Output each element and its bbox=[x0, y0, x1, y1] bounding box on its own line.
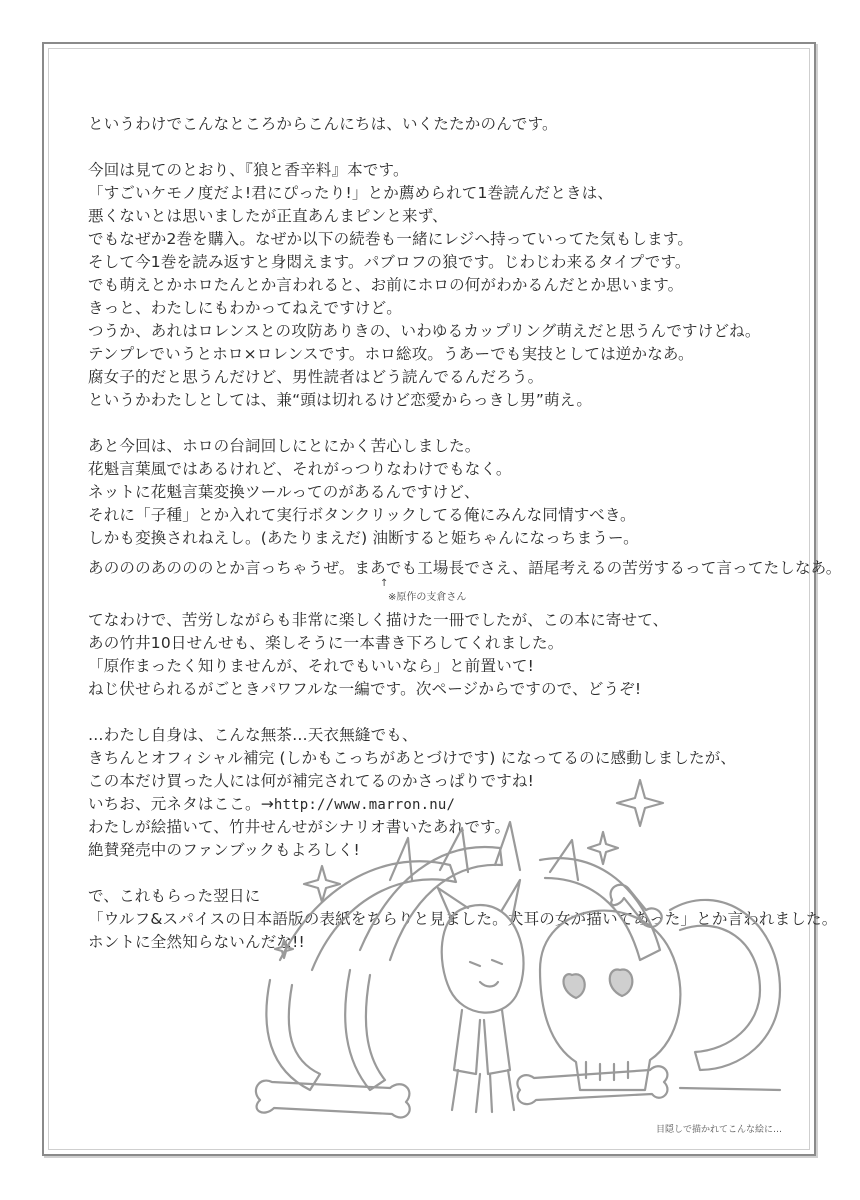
bottom-bone bbox=[680, 1088, 780, 1090]
text-line: てなわけで、苦労しながらも非常に楽しく描けた一冊でしたが、この本に寄せて、 bbox=[88, 611, 669, 629]
text-line: わたしが絵描いて、竹井せんせがシナリオ書いたあれです。 bbox=[88, 818, 511, 836]
text-line: 今回は見てのとおり、『狼と香辛料』本です。 bbox=[88, 161, 409, 179]
url-prefix: いちお、元ネタはここ。→ bbox=[88, 795, 274, 813]
text-line: というかわたしとしては、兼“頭は切れるけど恋愛からっきし男”萌え。 bbox=[88, 391, 593, 409]
rib-bone bbox=[266, 980, 320, 1090]
text-line: 腐女子的だと思うんだけど、男性読者はどう読んでるんだろう。 bbox=[88, 368, 544, 386]
text-line: あの竹井10日せんせも、楽しそうに一本書き下ろしてくれました。 bbox=[88, 634, 564, 652]
rib-bone bbox=[540, 858, 660, 960]
text-line: しかも変換されねえし。(あたりまえだ) 油断すると姫ちゃんになっちまうー。 bbox=[88, 529, 639, 547]
text-line: きちんとオフィシャル補完 (しかもこっちがあとづけです) になってるのに感動しましたが、 bbox=[88, 749, 737, 767]
sparkle-icon bbox=[304, 866, 340, 902]
text-line: あと今回は、ホロの台詞回しにとにかく苦心しました。 bbox=[88, 437, 481, 455]
skull-bone bbox=[611, 885, 662, 927]
bottom-bone bbox=[256, 1081, 410, 1118]
text-line: …わたし自身は、こんな無茶…天衣無縫でも、 bbox=[88, 726, 418, 744]
spike bbox=[390, 838, 412, 880]
text-line: でもなぜか2巻を購入。なぜか以下の続巻も一緒にレジへ持っていってた気もします。 bbox=[88, 230, 694, 248]
text-line: ねじ伏せられるがごときパワフルな一編です。次ページからですので、どうぞ! bbox=[88, 680, 642, 698]
text-line: 悪くないとは思いましたが正直あんまピンと来ず、 bbox=[88, 207, 448, 225]
ruby-arrow: ↑ bbox=[380, 578, 389, 589]
rib-bone bbox=[345, 970, 385, 1090]
text-line: ホントに全然知らないんだな!! bbox=[88, 933, 305, 951]
skull bbox=[540, 911, 680, 1090]
text-line: テンプレでいうとホロ×ロレンスです。ホロ総攻。うあーでも実技としては逆かなあ。 bbox=[88, 345, 694, 363]
sparkle-icon bbox=[617, 780, 663, 826]
text-line: ネットに花魁言葉変換ツールってのがあるんですけど、 bbox=[88, 483, 480, 501]
text-line: そして今1巻を読み返すと身悶えます。パブロフの狼です。じわじわ来るタイプです。 bbox=[88, 253, 691, 271]
text-line: で、これもらった翌日に bbox=[88, 887, 261, 905]
text-line: あのののあのののとか言っちゃうぜ。まあでも工場長でさえ、語尾考えるの苦労するって言ってたしなあ。 bbox=[88, 559, 842, 577]
ruby-note: ※原作の支倉さん bbox=[388, 592, 467, 603]
text-line: きっと、わたしにもわかってねえですけど。 bbox=[88, 299, 403, 317]
text-line: それに「子種」とか入れて実行ボタンクリックしてる俺にみんな同情すべき。 bbox=[88, 506, 636, 524]
illustration-caption: 目隠しで描かれてこんな絵に… bbox=[656, 1125, 783, 1135]
sparkle-icon bbox=[588, 832, 618, 864]
text-line: 花魁言葉風ではあるけれど、それがっつりなわけでもなく。 bbox=[88, 460, 512, 478]
spike bbox=[495, 822, 520, 870]
text-line: 「原作まったく知りませんが、それでもいいなら」と前置いて! bbox=[88, 657, 535, 675]
chibi-character bbox=[438, 880, 524, 1112]
rib-bone bbox=[280, 861, 456, 970]
text-line: この本だけ買った人には何が補完されてるのかさっぱりですね! bbox=[88, 772, 535, 790]
text-line: 絶賛発売中のファンブックもよろしく! bbox=[88, 841, 360, 859]
text-line: というわけでこんなところからこんにちは、いくたたかのんです。 bbox=[88, 115, 558, 133]
bone-pile-illustration bbox=[240, 770, 820, 1160]
rib-bone bbox=[360, 847, 502, 960]
text-line: でも萌えとかホロたんとか言われると、お前にホロの何がわかるんだとか思います。 bbox=[88, 276, 684, 294]
source-url-link[interactable]: http://www.marron.nu/ bbox=[273, 797, 456, 813]
text-line: 「すごいケモノ度だよ!君にぴったり!」とか薦められて1巻読んだときは、 bbox=[88, 184, 614, 202]
text-line: 「ウルフ&スパイスの日本語版の表紙をちらりと見ました。犬耳の女が描いてあった」とか言われました。 bbox=[88, 910, 838, 928]
text-line: つうか、あれはロレンスとの攻防ありきの、いわゆるカップリング萌えだと思うんですけどね。 bbox=[88, 322, 761, 340]
rib-bone bbox=[670, 900, 780, 1070]
